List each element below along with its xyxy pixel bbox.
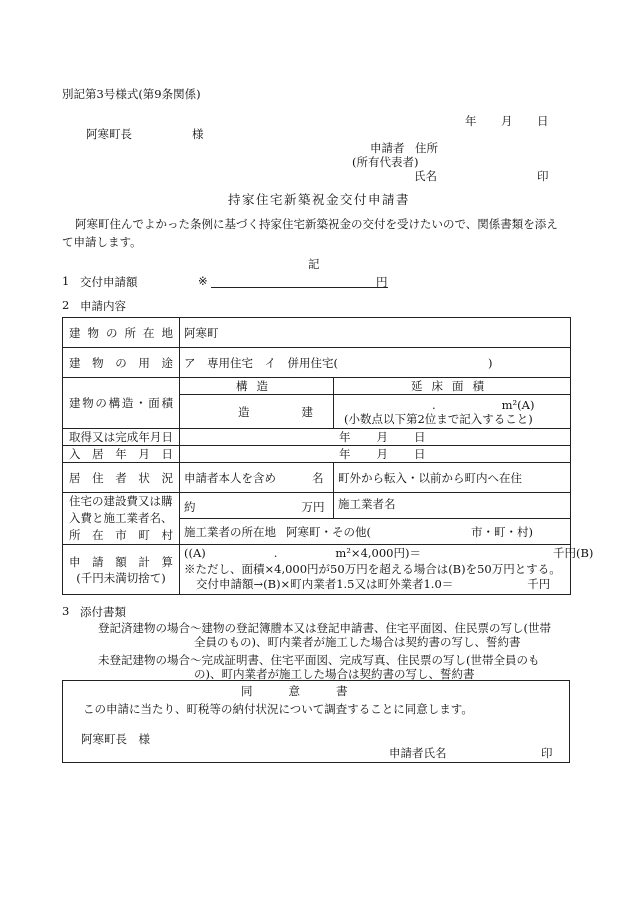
attach-registered-line2: 全員のもの)、町内業者が施工した場合は契約書の写し、誓約書 [194,635,521,649]
intro-text-line2: て申請します。 [62,235,142,249]
cost-label-cell [63,493,180,545]
contractor-addr-value: 阿寒町・その他( [286,524,371,539]
applicant-seal: 印 [537,169,549,183]
request-amount-unit: 円 [376,275,388,289]
intro-text-line1: 阿寒町住んでよかった条例に基づく持家住宅新築祝金の交付を受けたいので、関係書類を添え [75,217,558,231]
structure-zou: 造 [238,404,250,419]
floor-area-col-header: 延床面積 [334,378,571,395]
floor-area-unit: m²(A) [501,397,535,412]
date-day: 日 [537,114,549,128]
cost-label-line3: 所在市町村 [69,528,173,542]
consent-body: この申請に当たり、町税等の納付状況について調査することに同意します。 [83,702,473,716]
section2-number: 2 [62,298,70,312]
consent-box [62,680,570,763]
moving-value-cell[interactable]: 年 月 日 [180,446,571,463]
moving-label: 入居年月日 [69,447,173,461]
usage-close: ) [488,355,493,370]
completion-label-cell [63,429,180,446]
cost-unit: 万円 [301,500,325,514]
calc-label: 申請額計算 [69,554,173,569]
completion-value-cell[interactable]: 年 月 日 [180,429,571,446]
cost-approx: 約 [184,500,196,514]
usage-value: ア 専用住宅 イ 併用住宅( [184,355,338,370]
section1-number: 1 [62,274,70,288]
moving-row [63,446,571,463]
application-table [62,317,594,595]
cost-row [63,493,571,519]
consent-name-label[interactable]: 申請者氏名 [389,746,447,760]
contractor-addr-close: 市・町・村) [471,524,533,539]
contractor-addr-cell[interactable] [180,519,571,545]
resident-row [63,463,571,493]
date-year: 年 [465,114,477,128]
addressee-honorific: 様 [192,127,204,141]
consent-addressee: 阿寒町長 様 [81,732,150,746]
attach-registered-line1: 登記済建物の場合～建物の登記簿謄本又は登記申請書、住宅平面図、住民票の写し(世帯 [98,621,551,635]
completion-row [63,429,571,446]
attach-unregistered-line2: の)、町内業者が施工した場合は契約書の写し、誓約書 [194,667,475,681]
section3-label: 添付書類 [80,605,126,619]
completion-label: 取得又は完成年月日 [69,430,173,444]
resident-count-prefix: 申請者本人を含め [184,470,276,485]
consent-title: 同意書 [241,684,384,698]
attach-unregistered-line1: 未登記建物の場合～完成証明書、住宅平面図、完成写真、住民票の写し(世帯全員のも [98,653,540,667]
consent-seal: 印 [541,746,553,760]
structure-label: 建物の構造・面積 [69,396,173,410]
document-title: 持家住宅新築祝金交付申請書 [228,192,411,207]
usage-row [63,348,571,378]
cost-value-cell[interactable] [180,493,334,519]
usage-label-cell [63,348,180,378]
request-amount-mark: ※ [198,274,208,288]
calc-label-cell [63,545,180,595]
applicant-address-label: 住所 [415,141,438,155]
floor-area-value-cell[interactable] [334,395,571,429]
applicant-label: 申請者 [370,141,405,155]
floor-area-dot: . [432,397,436,412]
calc-value-cell[interactable]: ((A) . m²×4,000円)＝ 千円(B) ※ただし、面積×4,000円が50万円を超える場合は(B)を50万円とする。 交付申請額→(B)×町内業者1.5又は町外業者1.0＝ 千円 [180,545,571,595]
applicant-rep-label: (所有代表者) [352,155,419,169]
resident-option-cell[interactable] [334,463,571,493]
moving-label-cell [63,446,180,463]
usage-label: 建物の用途 [69,355,173,370]
contractor-name-cell[interactable] [334,493,571,519]
cost-label-line1: 住宅の建設費又は購 [69,494,173,508]
location-row [63,318,571,348]
structure-header-row [63,378,571,395]
structure-label-cell [63,378,180,429]
resident-count-cell[interactable] [180,463,334,493]
resident-option: 町外から転入・以前から町内へ在住 [338,470,522,485]
location-value[interactable]: 阿寒町 [180,318,571,348]
location-label-cell [63,318,180,348]
resident-count-unit: 名 [312,470,324,485]
section3-number: 3 [62,604,70,618]
date-month: 月 [501,114,513,128]
structure-ken: 建 [301,404,313,419]
contractor-name-label: 施工業者名 [338,497,396,511]
structure-col-header: 構造 [180,378,334,395]
calc-note: ※ただし、面積×4,000円が50万円を超える場合は(B)を50万円とする。 [184,561,561,576]
calc-sublabel: (千円未満切捨て) [76,570,166,585]
ki-marker: 記 [308,257,320,271]
calc-row [63,545,571,595]
usage-value-cell[interactable] [180,348,571,378]
section1-label: 交付申請額 [80,275,138,289]
location-label: 建物の所在地 [69,325,173,340]
request-amount-line[interactable] [211,287,388,288]
form-reference: 別記第3号様式(第9条関係) [62,87,201,101]
section2-label: 申請内容 [80,299,126,313]
cost-label-line2: 入費と施工業者名、 [69,511,173,525]
calc-formula: 交付申請額→(B)×町内業者1.5又は町外業者1.0＝ [196,577,454,592]
floor-area-note: (小数点以下第2位まで記入すること) [344,411,533,426]
contractor-addr-label: 施工業者の所在地 [184,524,276,539]
resident-label-cell [63,463,180,493]
resident-label: 居住者状況 [69,470,173,485]
structure-value-cell[interactable] [180,395,334,429]
applicant-name-label: 氏名 [414,169,437,183]
addressee-name: 阿寒町長 [86,127,132,141]
